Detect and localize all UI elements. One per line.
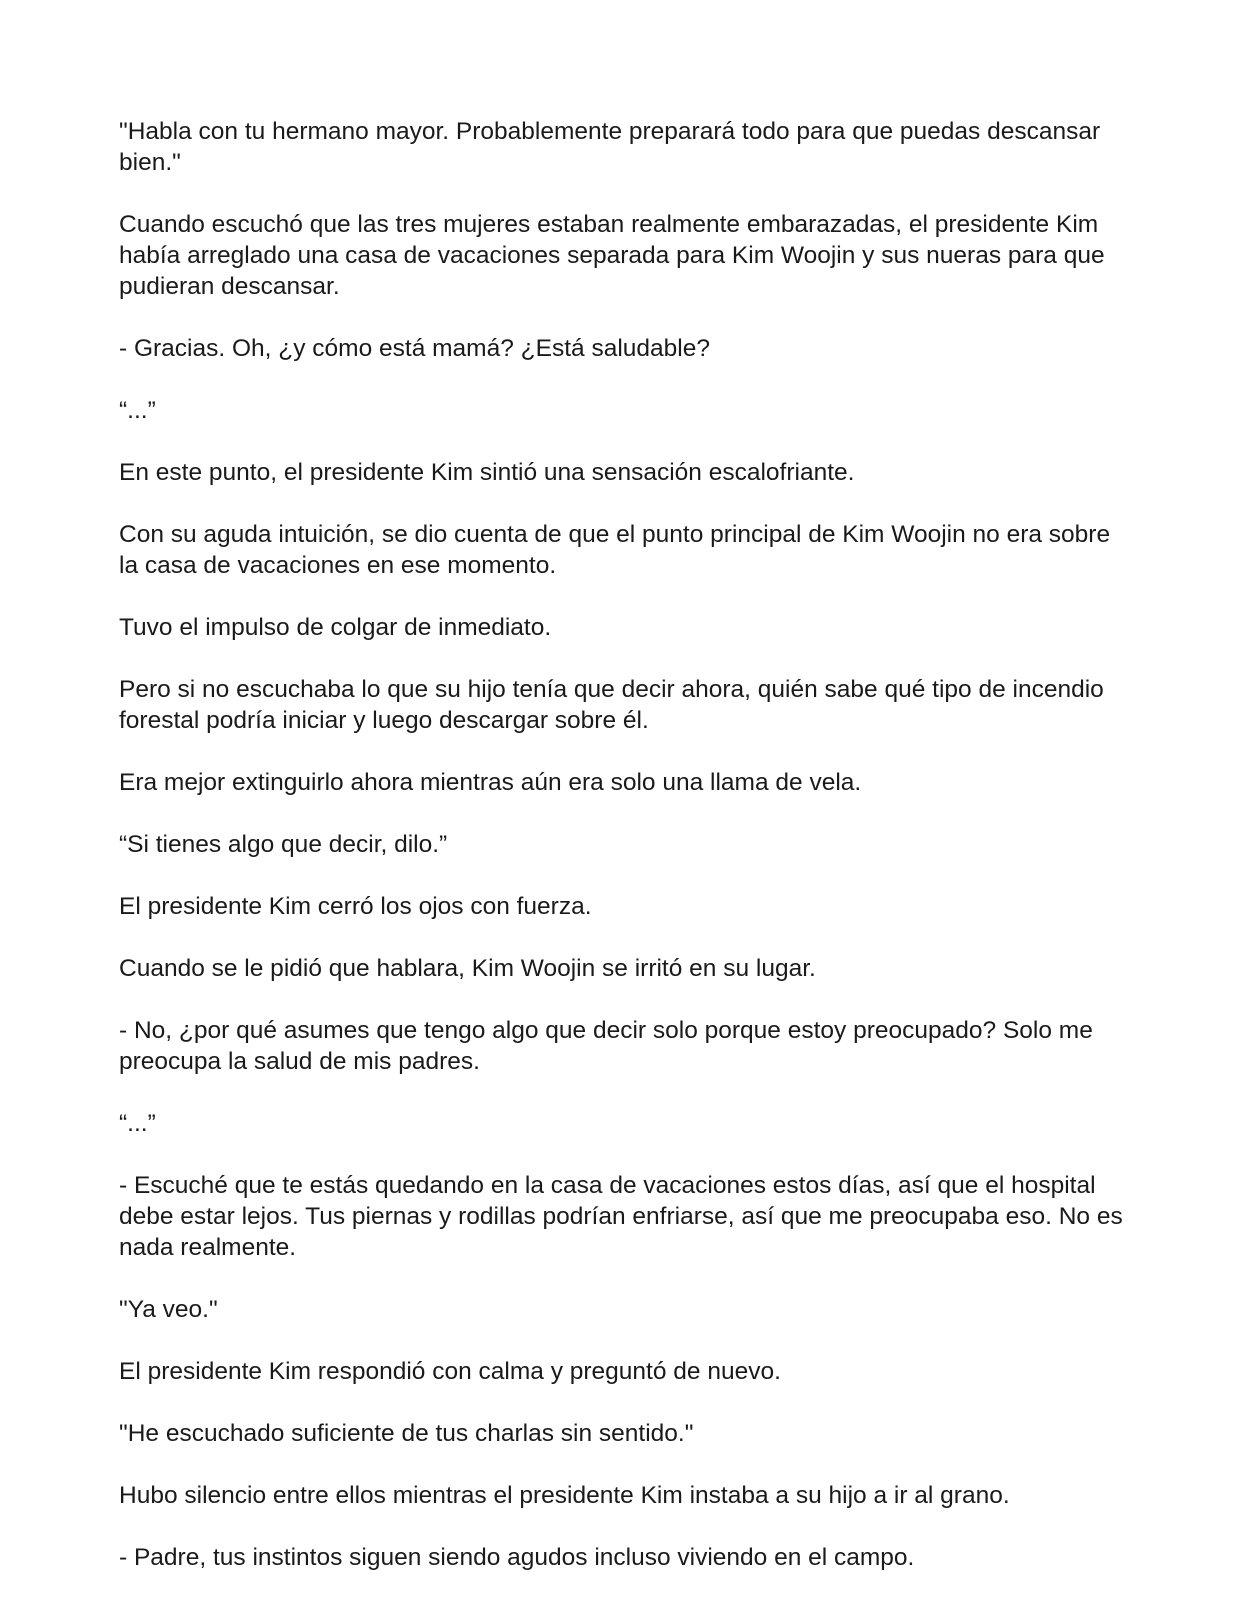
paragraph: El presidente Kim respondió con calma y preguntó de nuevo.: [119, 1358, 781, 1385]
paragraph: Pero si no escuchaba lo que su hijo tenía que decir ahora, quién sabe qué tipo de incendio forestal podría iniciar y luego descargar sobre él.: [119, 676, 1104, 734]
paragraph: Cuando se le pidió que hablara, Kim Woojin se irritó en su lugar.: [119, 955, 816, 982]
paragraph: “Si tienes algo que decir, dilo.”: [119, 831, 448, 858]
paragraph: "He escuchado suficiente de tus charlas sin sentido.": [119, 1420, 694, 1447]
paragraph: Cuando escuchó que las tres mujeres estaban realmente embarazadas, el presidente Kim había arreglado una casa de vacaciones separada para Kim Woojin y sus nueras para que pudieran descansar.: [119, 211, 1105, 300]
paragraph: - Gracias. Oh, ¿y cómo está mamá? ¿Está saludable?: [119, 335, 710, 362]
paragraph: “...”: [119, 1110, 156, 1137]
paragraph: - Padre, tus instintos siguen siendo agudos incluso viviendo en el campo.: [119, 1544, 915, 1571]
paragraph: "Habla con tu hermano mayor. Probablemente preparará todo para que puedas descansar bien.": [119, 118, 1101, 176]
paragraph: Tuvo el impulso de colgar de inmediato.: [119, 614, 552, 641]
paragraph: - Escuché que te estás quedando en la casa de vacaciones estos días, así que el hospital debe estar lejos. Tus piernas y rodillas podrían enfriarse, así que me preocupaba eso. No es nada realmente.: [119, 1172, 1123, 1261]
paragraph: Hubo silencio entre ellos mientras el presidente Kim instaba a su hijo a ir al grano.: [119, 1482, 1010, 1509]
document-page: [119, 116, 1129, 1604]
paragraph: "Ya veo.": [119, 1296, 218, 1323]
paragraph: - No, ¿por qué asumes que tengo algo que decir solo porque estoy preocupado? Solo me preocupa la salud de mis padres.: [119, 1017, 1093, 1075]
paragraph: Con su aguda intuición, se dio cuenta de que el punto principal de Kim Woojin no era sobre la casa de vacaciones en ese momento.: [119, 521, 1111, 579]
paragraph: “...”: [119, 397, 156, 424]
paragraph: El presidente Kim cerró los ojos con fuerza.: [119, 893, 592, 920]
paragraph: Era mejor extinguirlo ahora mientras aún era solo una llama de vela.: [119, 769, 862, 796]
paragraph: En este punto, el presidente Kim sintió una sensación escalofriante.: [119, 459, 855, 486]
